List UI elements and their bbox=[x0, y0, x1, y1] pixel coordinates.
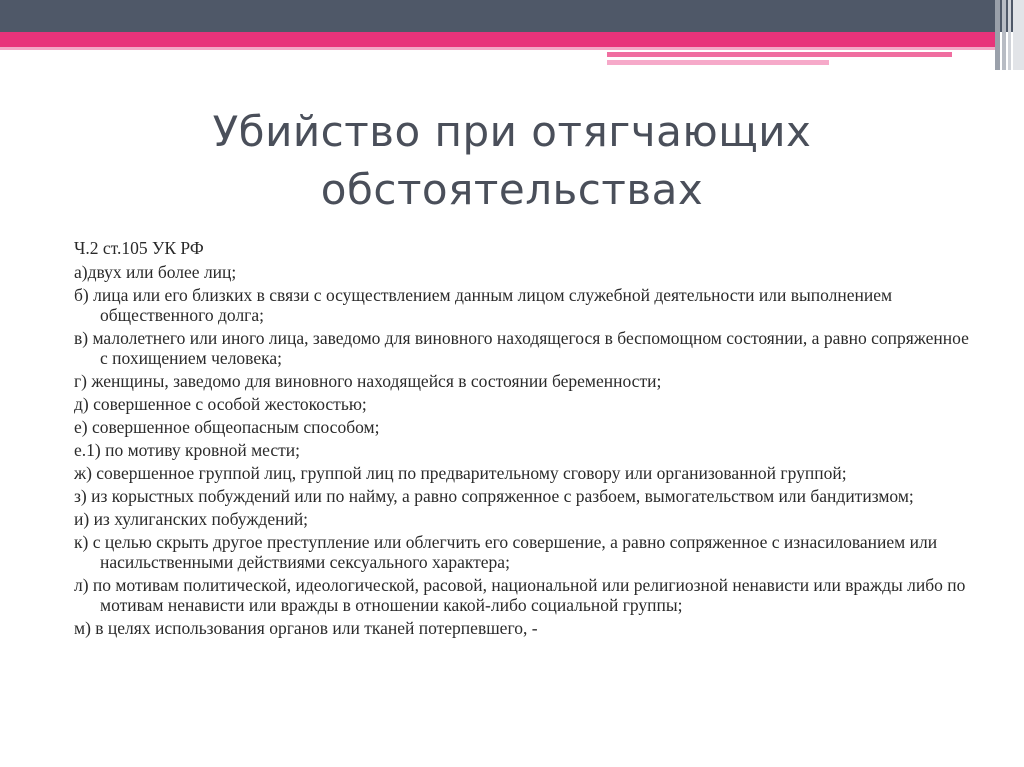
list-item: г) женщины, заведомо для виновного находящейся в состоянии беременности; bbox=[74, 371, 662, 391]
list-item: а)двух или более лиц; bbox=[74, 262, 237, 282]
title-line-1: Убийство при отягчающих bbox=[212, 107, 812, 156]
title-line-2: обстоятельствах bbox=[320, 165, 704, 214]
list-item: е) совершенное общеопасным способом; bbox=[74, 417, 380, 437]
list-item: к) с целью скрыть другое преступление или облегчить его совершение, а равно сопряженное с изнасилованием или насильственными действиями сексуального характера; bbox=[74, 532, 938, 572]
slide-title bbox=[60, 103, 964, 219]
list-item: ж) совершенное группой лиц, группой лиц по предварительному сговору или организованной группой; bbox=[74, 463, 847, 483]
header-accent-line-2 bbox=[607, 60, 829, 65]
header-accent-line-1 bbox=[607, 52, 952, 57]
list-item: б) лица или его близких в связи с осуществлением данным лицом служебной деятельности или выполнением общественного долга; bbox=[74, 285, 893, 325]
list-item: м) в целях использования органов или тканей потерпевшего, - bbox=[74, 618, 538, 638]
header-pink-stripe bbox=[0, 32, 995, 47]
list-item: д) совершенное с особой жестокостью; bbox=[74, 394, 367, 414]
list-item: л) по мотивам политической, идеологической, расовой, национальной или религиозной ненависти или вражды либо по мотивам ненависти или вражды в отношении какой-либо социальной группы; bbox=[74, 575, 966, 615]
header-dark-bar bbox=[0, 0, 1024, 32]
list-item: з) из корыстных побуждений или по найму, а равно сопряженное с разбоем, вымогательством или бандитизмом; bbox=[74, 486, 914, 506]
header-pink-thin-line bbox=[0, 47, 995, 50]
list-item: е.1) по мотиву кровной мести; bbox=[74, 440, 301, 460]
list-item: и) из хулиганских побуждений; bbox=[74, 509, 309, 529]
law-reference: Ч.2 ст.105 УК РФ bbox=[74, 238, 204, 258]
list-item: в) малолетнего или иного лица, заведомо для виновного находящегося в беспомощном состоянии, а равно сопряженное с похищением человека; bbox=[74, 328, 969, 368]
corner-decoration bbox=[995, 0, 1024, 70]
slide-body bbox=[74, 238, 974, 641]
